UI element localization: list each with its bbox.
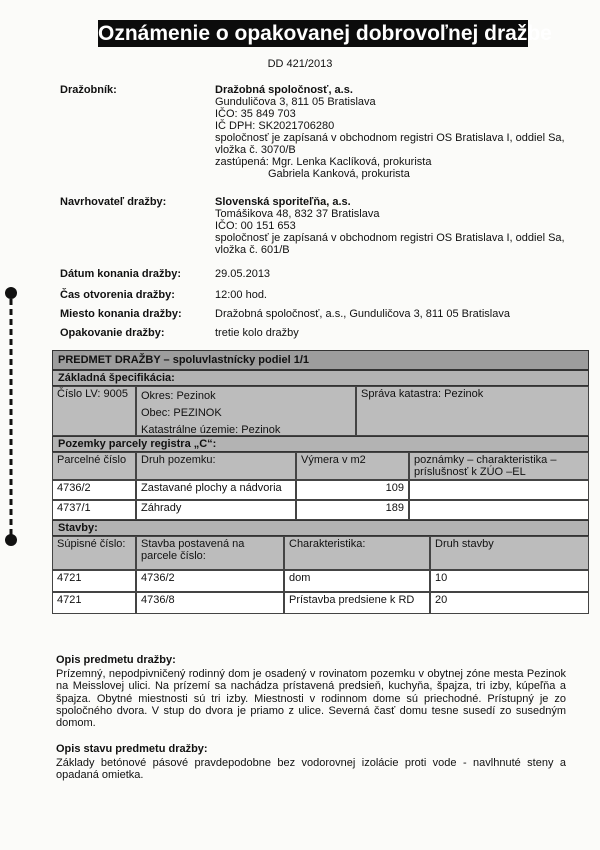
katastralne-uzemie: Katastrálne územie: Pezinok xyxy=(141,424,281,436)
navrhovatel-block xyxy=(215,196,585,256)
drazobnik-address: Gunduličova 3, 811 05 Bratislava xyxy=(215,96,376,108)
okres: Okres: Pezinok xyxy=(141,390,216,402)
cislo-lv: Číslo LV: 9005 xyxy=(52,386,136,436)
navrhovatel-name: Slovenská sporiteľňa, a.s. xyxy=(215,196,351,208)
predmet-table xyxy=(52,350,589,642)
stavby-col-parcela: Stavba postavená na parcele číslo: xyxy=(136,536,284,570)
katastral-block xyxy=(136,386,356,436)
opis-stavu-text: Základy betónové pásové pravdepodobne bez vodorovnej izolácie proti vode - navlhnuté steny a opadaná omietka. xyxy=(56,757,566,782)
navrhovatel-ico: IČO: 00 151 653 xyxy=(215,220,296,232)
drazobnik-name: Dražobná spoločnosť, a.s. xyxy=(215,84,353,96)
drazobnik-represented-1: zastúpená: Mgr. Lenka Kaclíková, prokurista xyxy=(215,156,432,168)
miesto-value: Dražobná spoločnosť, a.s., Gunduličova 3, 811 05 Bratislava xyxy=(215,308,510,320)
obec: Obec: PEZINOK xyxy=(141,407,222,419)
cas-label: Čas otvorenia dražby: xyxy=(60,289,175,301)
opis-stavu-heading: Opis stavu predmetu dražby: xyxy=(56,743,208,755)
opis-predmetu-heading: Opis predmetu dražby: xyxy=(56,654,176,666)
drazobnik-registry-2: vložka č. 3070/B xyxy=(215,144,296,156)
navrhovatel-registry-1: spoločnosť je zapísaná v obchodnom registri OS Bratislava I, oddiel Sa, xyxy=(215,232,565,244)
pozemky-row-pozn xyxy=(409,480,589,500)
cas-value: 12:00 hod. xyxy=(215,289,267,301)
pozemky-col-poznamky: poznámky – charakteristika – príslušnosť k ZÚO –EL xyxy=(409,452,589,480)
pozemky-header: Pozemky parcely registra „C“: xyxy=(52,436,589,452)
pozemky-row-druh: Záhrady xyxy=(136,500,296,520)
stavby-col-druh: Druh stavby xyxy=(430,536,589,570)
navrhovatel-registry-2: vložka č. 601/B xyxy=(215,244,290,256)
pozemky-col-vymera: Výmera v m2 xyxy=(296,452,409,480)
stavby-header: Stavby: xyxy=(52,520,589,536)
pozemky-row-parcel: 4737/1 xyxy=(52,500,136,520)
drazobnik-icdph: IČ DPH: SK2021706280 xyxy=(215,120,335,132)
sprava-katastra: Správa katastra: Pezinok xyxy=(356,386,589,436)
drazobnik-block xyxy=(215,84,585,180)
pozemky-col-druh: Druh pozemku: xyxy=(136,452,296,480)
stavby-row-parcela: 4736/2 xyxy=(136,570,284,592)
stavby-row-supisne: 4721 xyxy=(52,592,136,614)
stavby-row-char: Prístavba predsiene k RD xyxy=(284,592,430,614)
pozemky-row-vymera: 189 xyxy=(296,500,409,520)
navrhovatel-address: Tomášikova 48, 832 37 Bratislava xyxy=(215,208,380,220)
stavby-row-char: dom xyxy=(284,570,430,592)
stavby-col-char: Charakteristika: xyxy=(284,536,430,570)
stavby-row-druh: 10 xyxy=(430,570,589,592)
pozemky-col-parcel: Parcelné číslo xyxy=(52,452,136,480)
punch-holes-decoration xyxy=(4,283,18,548)
stavby-row-druh: 20 xyxy=(430,592,589,614)
datum-value: 29.05.2013 xyxy=(215,268,271,280)
miesto-label: Miesto konania dražby: xyxy=(60,308,182,320)
datum-label: Dátum konania dražby: xyxy=(60,268,182,280)
pozemky-row-parcel: 4736/2 xyxy=(52,480,136,500)
stavby-row-parcela: 4736/8 xyxy=(136,592,284,614)
navrhovatel-label: Navrhovateľ dražby: xyxy=(60,196,167,208)
stavby-col-supisne: Súpisné číslo: xyxy=(52,536,136,570)
opakovanie-label: Opakovanie dražby: xyxy=(60,327,165,339)
stavby-row-supisne: 4721 xyxy=(52,570,136,592)
opis-predmetu-text: Prízemný, nepodpivničený rodinný dom je osadený v rovinatom pozemku v obytnej zóne mesta Pezinok na Meisslovej ulici. Na prízemí sa nachádza prístavená predsieň, kuchyňa, špajza, tri izby, kúpeľňa a špajza. Obytné miestnosti sú tri izby. Miestnosti v rodinnom dome sú priechodné. Prístupný je zo spoločného dvora. V stup do dvora je priamo z ulice. Severná časť domu tesne susedí zo susedným domom. xyxy=(56,668,566,730)
document-title: Oznámenie o opakovanej dobrovoľnej dražbe xyxy=(98,22,552,45)
reference-number: DD 421/2013 xyxy=(267,58,333,70)
opakovanie-value: tretie kolo dražby xyxy=(215,327,299,339)
drazobnik-label: Dražobník: xyxy=(60,84,117,96)
predmet-header: PREDMET DRAŽBY – spoluvlastnícky podiel 1/1 xyxy=(52,350,589,370)
drazobnik-ico: IČO: 35 849 703 xyxy=(215,108,296,120)
pozemky-row-pozn xyxy=(409,500,589,520)
drazobnik-represented-2: Gabriela Kanková, prokurista xyxy=(268,168,410,180)
pozemky-row-druh: Zastavané plochy a nádvoria xyxy=(136,480,296,500)
zakladna-header: Základná špecifikácia: xyxy=(52,370,589,386)
pozemky-row-vymera: 109 xyxy=(296,480,409,500)
drazobnik-registry-1: spoločnosť je zapísaná v obchodnom registri OS Bratislava I, oddiel Sa, xyxy=(215,132,565,144)
